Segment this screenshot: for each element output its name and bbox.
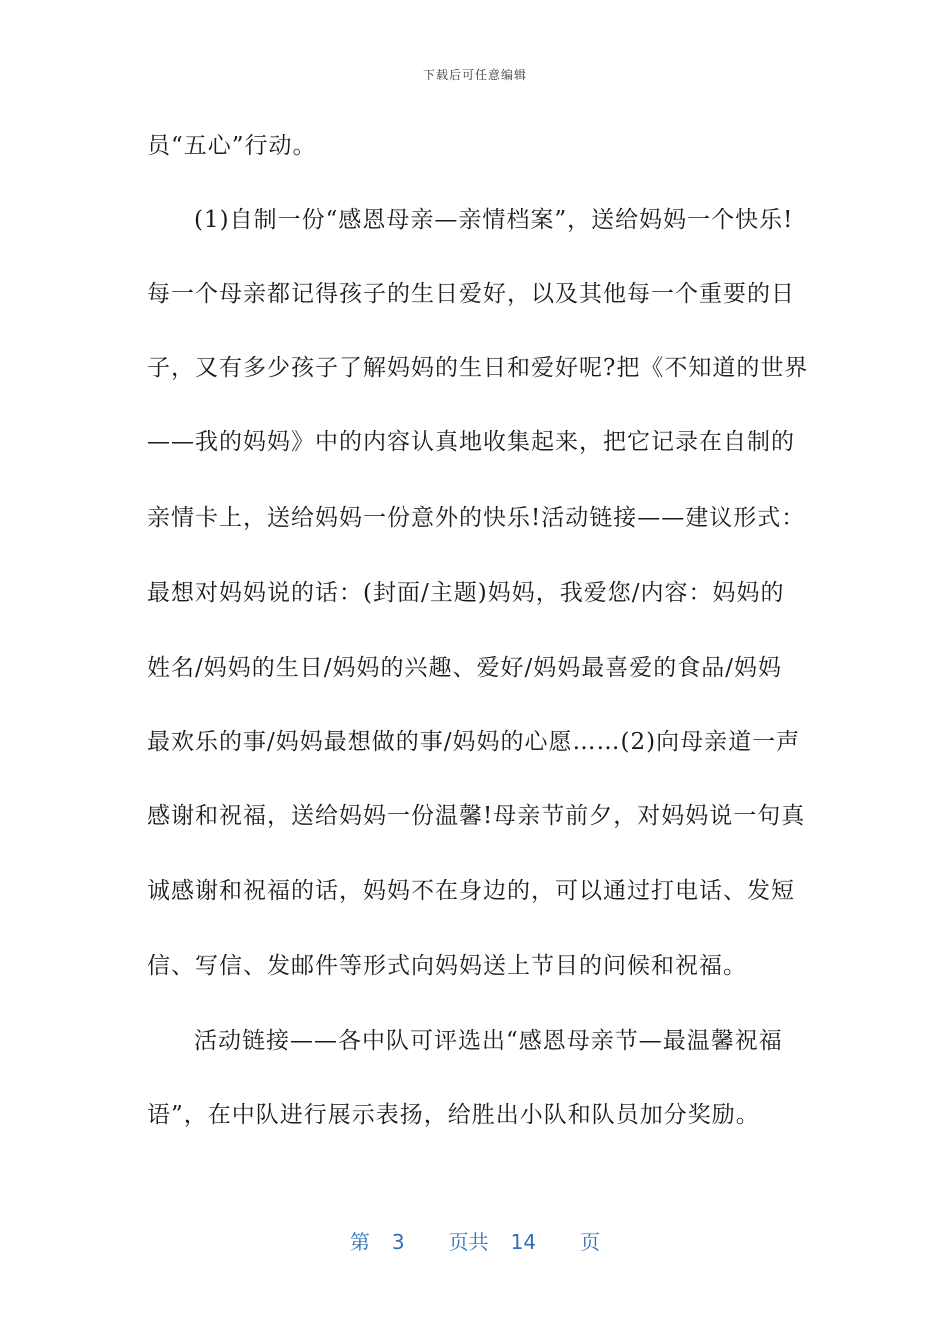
- paragraph-line: 感谢和祝福，送给妈妈一份温馨!母亲节前夕，对妈妈说一句真: [147, 803, 806, 829]
- paragraph-line: 诚感谢和祝福的话，妈妈不在身边的，可以通过打电话、发短: [147, 878, 795, 904]
- paragraph-line: 语”，在中队进行展示表扬，给胜出小队和队员加分奖励。: [147, 1102, 760, 1128]
- paragraph-line: 子，又有多少孩子了解妈妈的生日和爱好呢?把《不知道的世界: [147, 355, 809, 381]
- header-note: 下载后可任意编辑: [422, 68, 527, 82]
- paragraph-line: 信、写信、发邮件等形式向妈妈送上节目的问候和祝福。: [147, 953, 747, 979]
- paragraph-line: 每一个母亲都记得孩子的生日爱好，以及其他每一个重要的日: [147, 281, 795, 307]
- paragraph-line: 亲情卡上，送给妈妈一份意外的快乐!活动链接——建议形式：: [147, 505, 806, 531]
- paragraph-line: ——我的妈妈》中的内容认真地收集起来，把它记录在自制的: [147, 429, 795, 455]
- page-footer: [0, 1226, 950, 1255]
- paragraph-line: 活动链接——各中队可评选出“感恩母亲节—最温馨祝福: [194, 1028, 783, 1054]
- footer-prefix: 第: [349, 1230, 370, 1254]
- paragraph-line: 员“五心”行动。: [147, 133, 317, 159]
- paragraph-line: 最欢乐的事/妈妈最想做的事/妈妈的心愿……(2)向母亲道一声: [147, 729, 801, 755]
- current-page-number: 3: [391, 1230, 405, 1254]
- total-pages-number: 14: [510, 1230, 537, 1254]
- paragraph-line: (1)自制一份“感恩母亲—亲情档案”，送给妈妈一个快乐!: [194, 207, 794, 233]
- paragraph-line: 姓名/妈妈的生日/妈妈的兴趣、爱好/妈妈最喜爱的食品/妈妈: [147, 655, 782, 681]
- paragraph-line: 最想对妈妈说的话：(封面/主题)妈妈，我爱您/内容：妈妈的: [147, 580, 785, 606]
- footer-middle: 页共: [448, 1230, 489, 1254]
- footer-suffix: 页: [580, 1230, 601, 1254]
